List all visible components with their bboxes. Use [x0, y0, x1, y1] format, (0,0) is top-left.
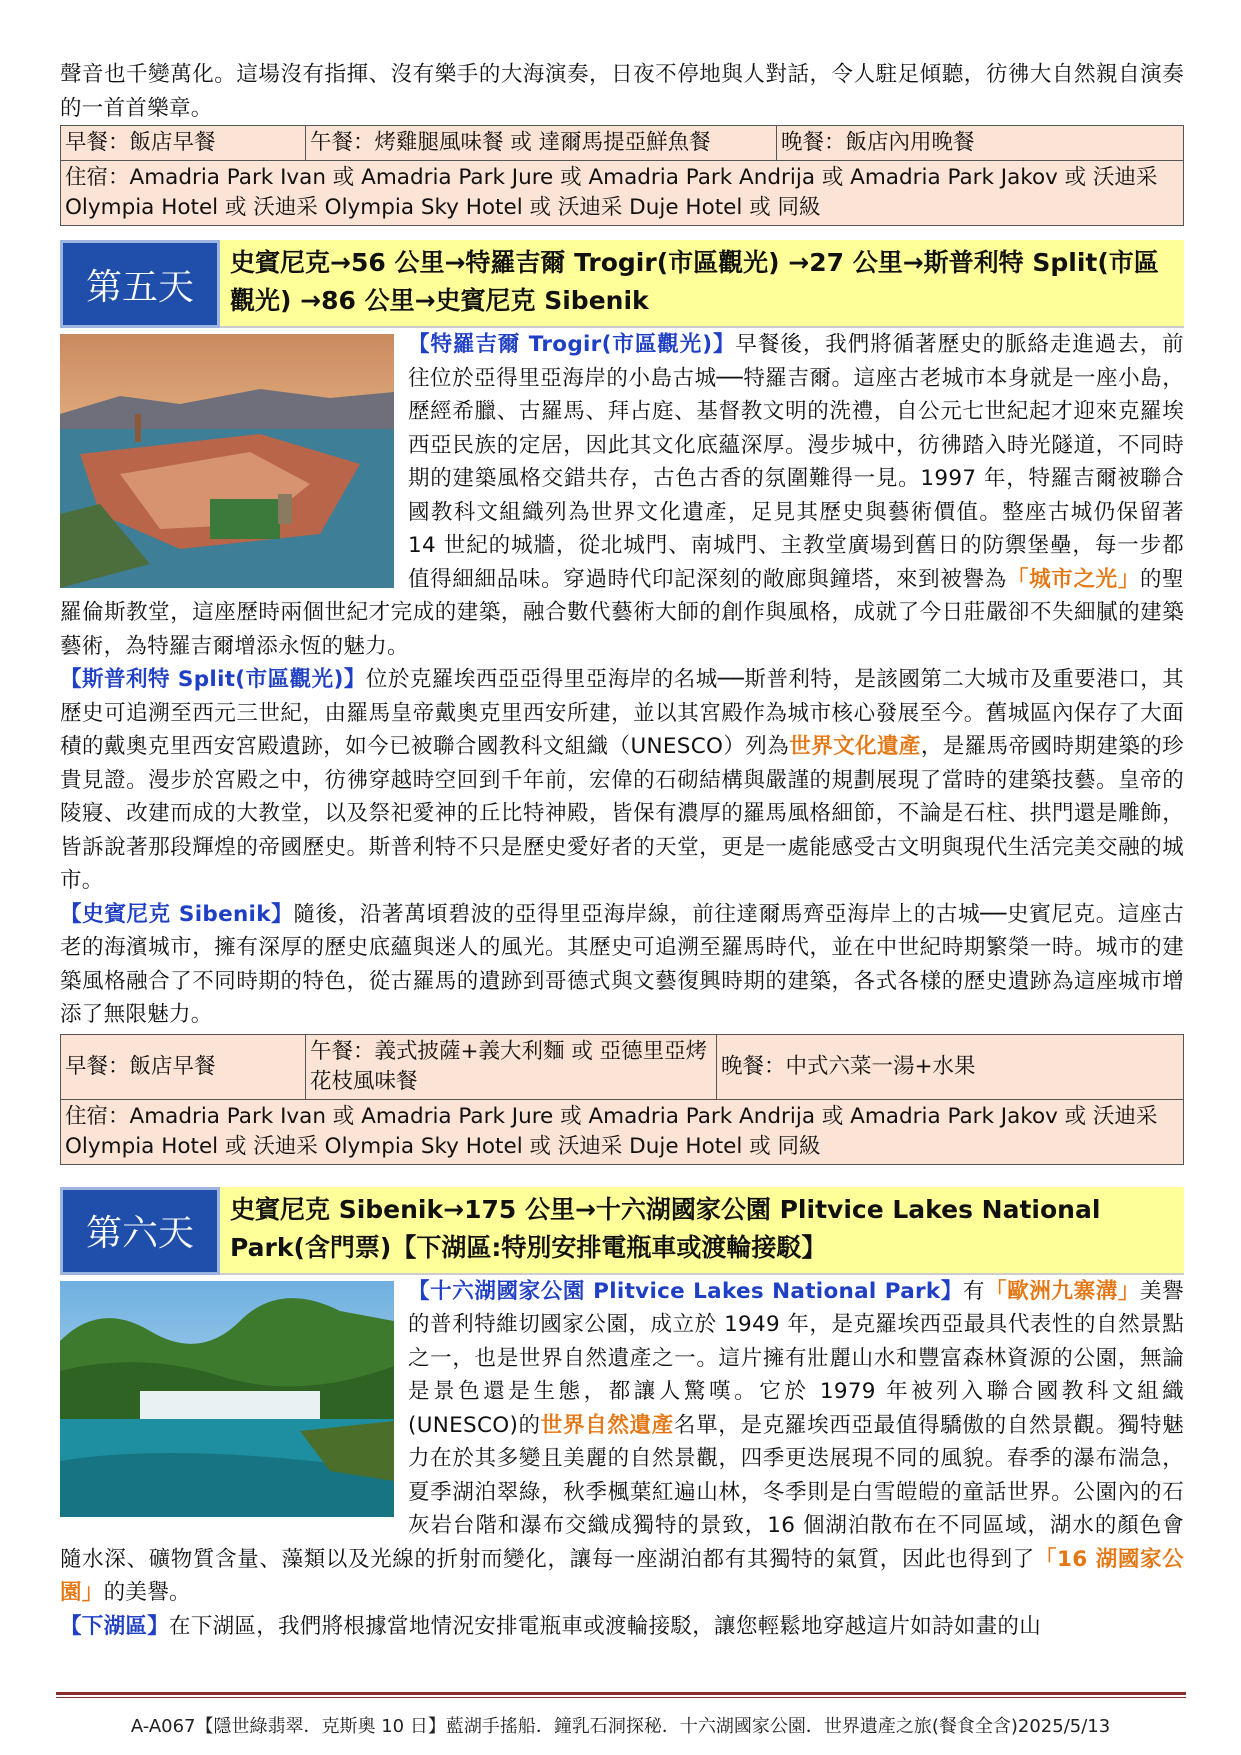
accommodation-cell: 住宿：Amadria Park Ivan 或 Amadria Park Jure 或 Amadria Park Andrija 或 Amadria Park Jakov 或 沃迪采 Olympia Hotel 或 沃迪采 Olympia Sky Hotel 或 沃迪采 Duje Hotel 或 同級	[61, 1099, 1184, 1164]
breakfast-cell: 早餐：飯店早餐	[61, 126, 306, 161]
lower-lakes-heading: 【下湖區】	[60, 1613, 170, 1639]
plitvice-text-a: 有	[962, 1278, 986, 1304]
lunch-cell: 午餐：烤雞腿風味餐 或 達爾馬提亞鮮魚餐	[306, 126, 777, 161]
plitvice-text-c: 名單，是克羅埃西亞最值得驕傲的自然景觀。獨特魅力在於其多變且美麗的自然景觀，四季更迭展現不同的風貌。春季的瀑布湍急，夏季湖泊翠綠，秋季楓葉紅遍山林，冬季則是白雪皚皚的童話世界。公園內的石灰岩台階和瀑布交織成獨特的景致，16 個湖泊散布在不同區域，湖水的顏色會隨水深、礦物質含量、藻類以及光線的折射而變化，讓每一座湖泊都有其獨特的氣質，因此也得到了	[60, 1412, 1184, 1572]
sibenik-text: 隨後，沿著萬頃碧波的亞得里亞海岸線，前往達爾馬齊亞海岸上的古城──史賓尼克。這座古老的海濱城市，擁有深厚的歷史底蘊與迷人的風光。其歷史可追溯至羅馬時代，並在中世紀時期繁榮一時。城市的建築風格融合了不同時期的特色，從古羅馬的遺跡到哥德式與文藝復興時期的建築，各式各樣的歷史遺跡為這座城市增添了無限魅力。	[60, 901, 1184, 1027]
day6-label: 第六天	[60, 1187, 220, 1275]
itinerary-page	[60, 58, 1184, 1643]
trogir-photo	[60, 334, 394, 588]
page-footer: A-A067【隱世綠翡翠．克斯奧 10 日】藍湖手搖船．鐘乳石洞探秘．十六湖國家公園．世界遺產之旅(餐食全含)2025/5/13	[130, 1716, 1111, 1737]
split-text-b: ，是羅馬帝國時期建築的珍貴見證。漫步於宮殿之中，彷彿穿越時空回到千年前，宏偉的石砌結構與嚴謹的規劃展現了當時的建築技藝。皇帝的陵寢、改建而成的大教堂，以及祭祀愛神的丘比特神殿，皆保有濃厚的羅馬風格細節，不論是石柱、拱門還是雕飾，皆訴說著那段輝煌的帝國歷史。斯普利特不只是歷史愛好者的天堂，更是一處能感受古文明與現代生活完美交融的城市。	[60, 734, 1184, 893]
lower-lakes-paragraph	[60, 1610, 1184, 1644]
lower-lakes-text: 在下湖區，我們將根據當地情況安排電瓶車或渡輪接駁，讓您輕鬆地穿越這片如詩如畫的山	[169, 1613, 1042, 1639]
accommodation-cell: 住宿：Amadria Park Ivan 或 Amadria Park Jure 或 Amadria Park Andrija 或 Amadria Park Jakov 或 沃迪采 Olympia Hotel 或 沃迪采 Olympia Sky Hotel 或 沃迪采 Duje Hotel 或 同級	[61, 161, 1184, 226]
split-text-a: 位於克羅埃西亞亞得里亞海岸的名城──斯普利特，是該國第二大城市及重要港口，其歷史可追溯至西元三世紀，由羅馬皇帝戴奧克里西安所建，並以其宮殿作為城市核心發展至今。舊城區內保存了大面積的戴奧克里西安宮殿遺跡，如今已被聯合國教科文組織（UNESCO）列為	[60, 667, 1184, 759]
intro-paragraph: 聲音也千變萬化。這場沒有指揮、沒有樂手的大海演奏，日夜不停地與人對話，令人駐足傾聽，彷彿大自然親自演奏的一首首樂章。	[60, 62, 1184, 121]
day5-label: 第五天	[60, 240, 220, 328]
trogir-highlight: 「城市之光」	[1006, 566, 1140, 592]
breakfast-cell: 早餐：飯店早餐	[61, 1034, 306, 1099]
plitvice-highlight-1: 「歐洲九寨溝」	[985, 1278, 1141, 1304]
split-paragraph	[60, 663, 1184, 898]
sibenik-heading: 【史賓尼克 Sibenik】	[60, 901, 294, 927]
plitvice-heading: 【十六湖國家公園 Plitvice Lakes National Park】	[408, 1278, 963, 1304]
plitvice-text-d: 的美譽。	[103, 1580, 191, 1605]
plitvice-text-b: 美譽的普利特維切國家公園，成立於 1949 年，是克羅埃西亞最具代表性的自然景點之一，也是世界自然遺產之一。這片擁有壯麗山水和豐富森林資源的公園，無論是景色還是生態，都讓人驚嘆。它於 1979 年被列入聯合國教科文組織(UNESCO)的	[408, 1278, 1184, 1438]
dinner-cell: 晚餐：飯店內用晚餐	[777, 126, 1184, 161]
sibenik-paragraph	[60, 898, 1184, 1032]
plitvice-photo	[60, 1281, 394, 1517]
dinner-cell: 晚餐：中式六菜一湯+水果	[717, 1034, 1184, 1099]
footer-rule-thin	[56, 1697, 1186, 1698]
plitvice-highlight-2: 世界自然遺產	[540, 1412, 674, 1438]
trogir-text-b: 的聖羅倫斯教堂，這座歷時兩個世紀才完成的建築，融合數代藝術大師的創作與風格，成就了今日莊嚴卻不失細膩的建築藝術，為特羅吉爾增添永恆的魅力。	[60, 566, 1184, 659]
plitvice-highlight-3: 「16 湖國家公園」	[60, 1546, 1184, 1605]
meals-table-day5	[60, 1034, 1184, 1165]
day5-header	[60, 240, 1184, 328]
lunch-cell: 午餐：義式披薩+義大利麵 或 亞德里亞烤花枝風味餐	[306, 1034, 717, 1099]
trogir-heading: 【特羅吉爾 Trogir(市區觀光)】	[408, 332, 736, 357]
day6-title: 史賓尼克 Sibenik→175 公里→十六湖國家公園 Plitvice Lakes National Park(含門票)【下湖區:特別安排電瓶車或渡輪接駁】	[220, 1187, 1184, 1275]
split-highlight: 世界文化遺產	[789, 734, 921, 759]
footer-rule	[56, 1692, 1186, 1695]
trogir-text-a: 早餐後，我們將循著歷史的脈絡走進過去，前往位於亞得里亞海岸的小島古城──特羅吉爾。這座古老城市本身就是一座小島，歷經希臘、古羅馬、拜占庭、基督教文明的洗禮，自公元七世紀起才迎來克羅埃西亞民族的定居，因此其文化底蘊深厚。漫步城中，彷彿踏入時光隧道，不同時期的建築風格交錯共存，古色古香的氛圍難得一見。1997 年，特羅吉爾被聯合國教科文組織列為世界文化遺產，足見其歷史與藝術價值。整座古城仍保留著 14 世紀的城牆，從北城門、南城門、主教堂廣場到舊日的防禦堡壘，每一步都值得細細品味。穿過時代印記深刻的敞廊與鐘塔，來到被譽為	[408, 332, 1184, 592]
meals-table-day4	[60, 125, 1184, 226]
day5-title: 史賓尼克→56 公里→特羅吉爾 Trogir(市區觀光) →27 公里→斯普利特 Split(市區觀光) →86 公里→史賓尼克 Sibenik	[220, 240, 1184, 328]
split-heading: 【斯普利特 Split(市區觀光)】	[60, 667, 366, 692]
day6-header	[60, 1187, 1184, 1275]
